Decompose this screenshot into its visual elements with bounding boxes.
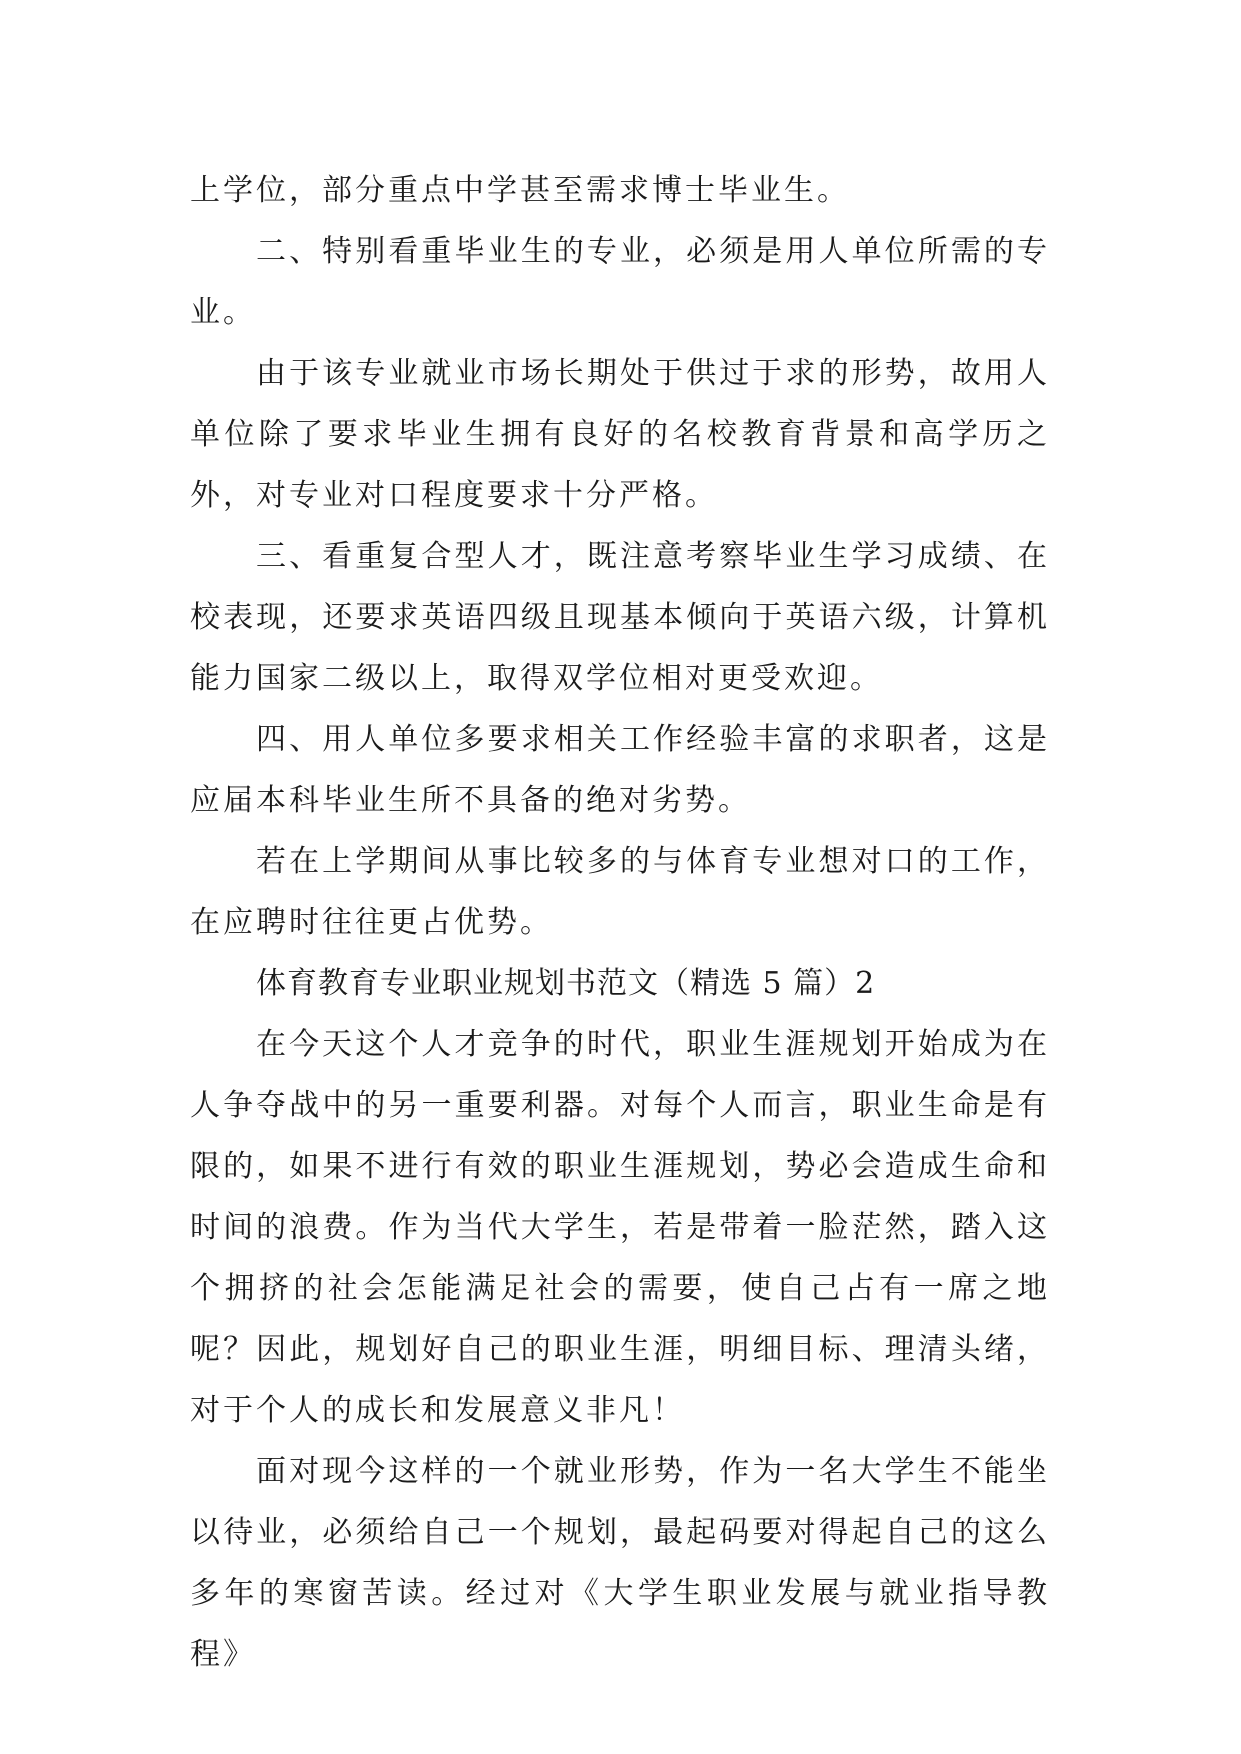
document-body [190,160,1050,1685]
paragraph-1: 上学位，部分重点中学甚至需求博士毕业生。 [190,173,850,208]
paragraph-6: 若在上学期间从事比较多的与体育专业想对口的工作，在应聘时往往更占优势。 [190,844,1050,940]
paragraph-3: 由于该专业就业市场长期处于供过于求的形势，故用人单位除了要求毕业生拥有良好的名校教育背景和高学历之外，对专业对口程度要求十分严格。 [190,356,1050,513]
paragraph-5: 四、用人单位多要求相关工作经验丰富的求职者，这是应届本科毕业生所不具备的绝对劣势。 [190,722,1050,818]
section-heading: 体育教育专业职业规划书范文（精选 5 篇）2 [256,966,876,1001]
paragraph-8: 面对现今这样的一个就业形势，作为一名大学生不能坐以待业，必须给自己一个规划，最起码要对得起自己的这么多年的寒窗苦读。经过对《大学生职业发展与就业指导教程》 [190,1454,1050,1672]
paragraph-4: 三、看重复合型人才，既注意考察毕业生学习成绩、在校表现，还要求英语四级且现基本倾向于英语六级，计算机能力国家二级以上，取得双学位相对更受欢迎。 [190,539,1050,696]
paragraph-7: 在今天这个人才竞争的时代，职业生涯规划开始成为在人争夺战中的另一重要利器。对每个人而言，职业生命是有限的，如果不进行有效的职业生涯规划，势必会造成生命和时间的浪费。作为当代大学生，若是带着一脸茫然，踏入这个拥挤的社会怎能满足社会的需要，使自己占有一席之地呢？因此，规划好自己的职业生涯，明细目标、理清头绪，对于个人的成长和发展意义非凡！ [190,1027,1050,1428]
paragraph-2: 二、特别看重毕业生的专业，必须是用人单位所需的专业。 [190,234,1050,330]
